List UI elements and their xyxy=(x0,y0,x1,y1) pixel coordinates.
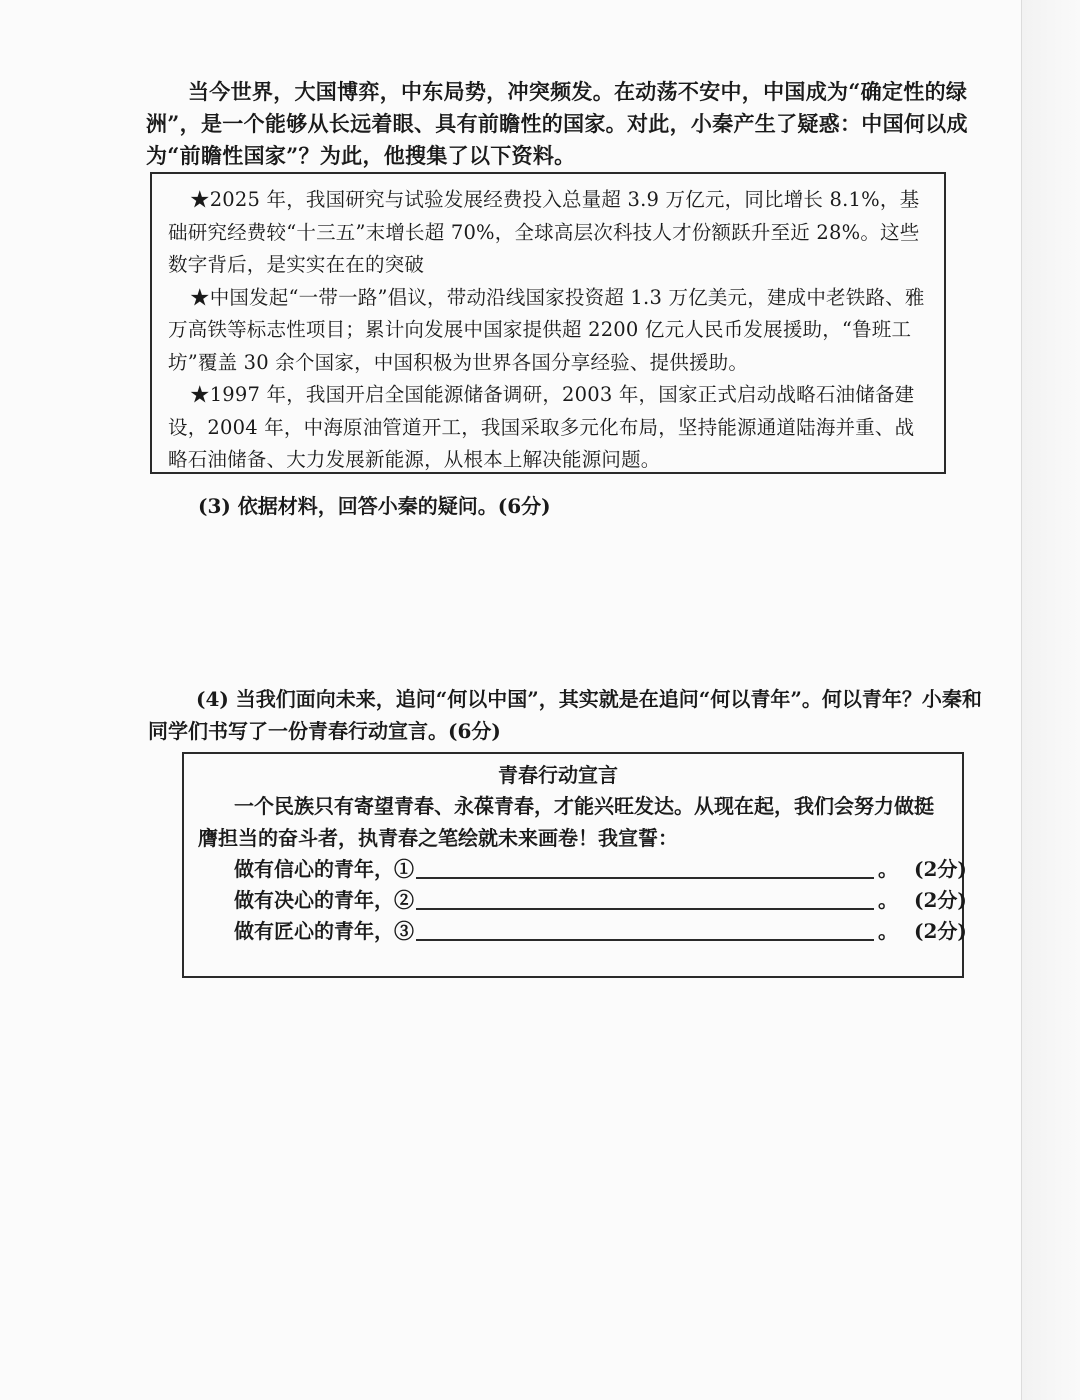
answer-line-score: (2分) xyxy=(914,888,967,912)
answer-blank-3[interactable] xyxy=(416,917,874,941)
intro-paragraph: 当今世界，大国博弈，中东局势，冲突频发。在动荡不安中，中国成为“确定性的绿洲”，是一个能够从长远着眼、具有前瞻性的国家。对此，小秦产生了疑惑：中国何以成为“前瞻性国家”？为此，他搜集了以下资料。 xyxy=(146,79,968,168)
page-edge xyxy=(1021,0,1080,1400)
material-item-3: ★1997 年，我国开启全国能源储备调研，2003 年，国家正式启动战略石油储备建设，2004 年，中海原油管道开工，我国采取多元化布局，坚持能源通道陆海并重、战略石油储备、大力发展新能源，从根本上解决能源问题。 xyxy=(168,383,915,471)
answer-blank-2[interactable] xyxy=(416,886,874,910)
declaration-box xyxy=(182,752,967,978)
question-4: (4) 当我们面向未来，追问“何以中国”，其实就是在追问“何以青年”。何以青年？小秦和同学们书写了一份青春行动宣言。(6分) xyxy=(148,687,982,743)
declaration-text: 一个民族只有寄望青春、永葆青春，才能兴旺发达。从现在起，我们会努力做挺膺担当的奋斗者，执青春之笔绘就未来画卷！我宣誓： xyxy=(198,794,934,850)
answer-line-tail: 。 xyxy=(878,919,898,943)
answer-line-score: (2分) xyxy=(914,919,967,943)
material-box xyxy=(150,172,946,474)
answer-line-label: 做有信心的青年，① xyxy=(234,857,414,881)
answer-line-label: 做有决心的青年，② xyxy=(234,888,414,912)
question-3: (3) 依据材料，回答小秦的疑问。(6分) xyxy=(198,494,551,518)
answer-line-label: 做有匠心的青年，③ xyxy=(234,919,414,943)
answer-line-score: (2分) xyxy=(914,857,967,881)
answer-line-1 xyxy=(198,854,967,885)
answer-blank-1[interactable] xyxy=(416,855,874,879)
declaration-title: 青春行动宣言 xyxy=(498,763,618,787)
answer-line-tail: 。 xyxy=(878,888,898,912)
answer-line-tail: 。 xyxy=(878,857,898,881)
answer-line-2 xyxy=(198,885,967,916)
material-item-2: ★中国发起“一带一路”倡议，带动沿线国家投资超 1.3 万亿美元，建成中老铁路、雅万高铁等标志性项目；累计向发展中国家提供超 2200 亿元人民币发展援助，“鲁班工坊”覆盖 30 余个国家，中国积极为世界各国分享经验、提供援助。 xyxy=(168,285,925,374)
material-item-1: ★2025 年，我国研究与试验发展经费投入总量超 3.9 万亿元，同比增长 8.1%，基础研究经费较“十三五”末增长超 70%，全球高层次科技人才份额跃升至近 28%。这些数字背后，是实实在在的突破 xyxy=(168,188,920,276)
answer-line-3 xyxy=(198,916,967,947)
